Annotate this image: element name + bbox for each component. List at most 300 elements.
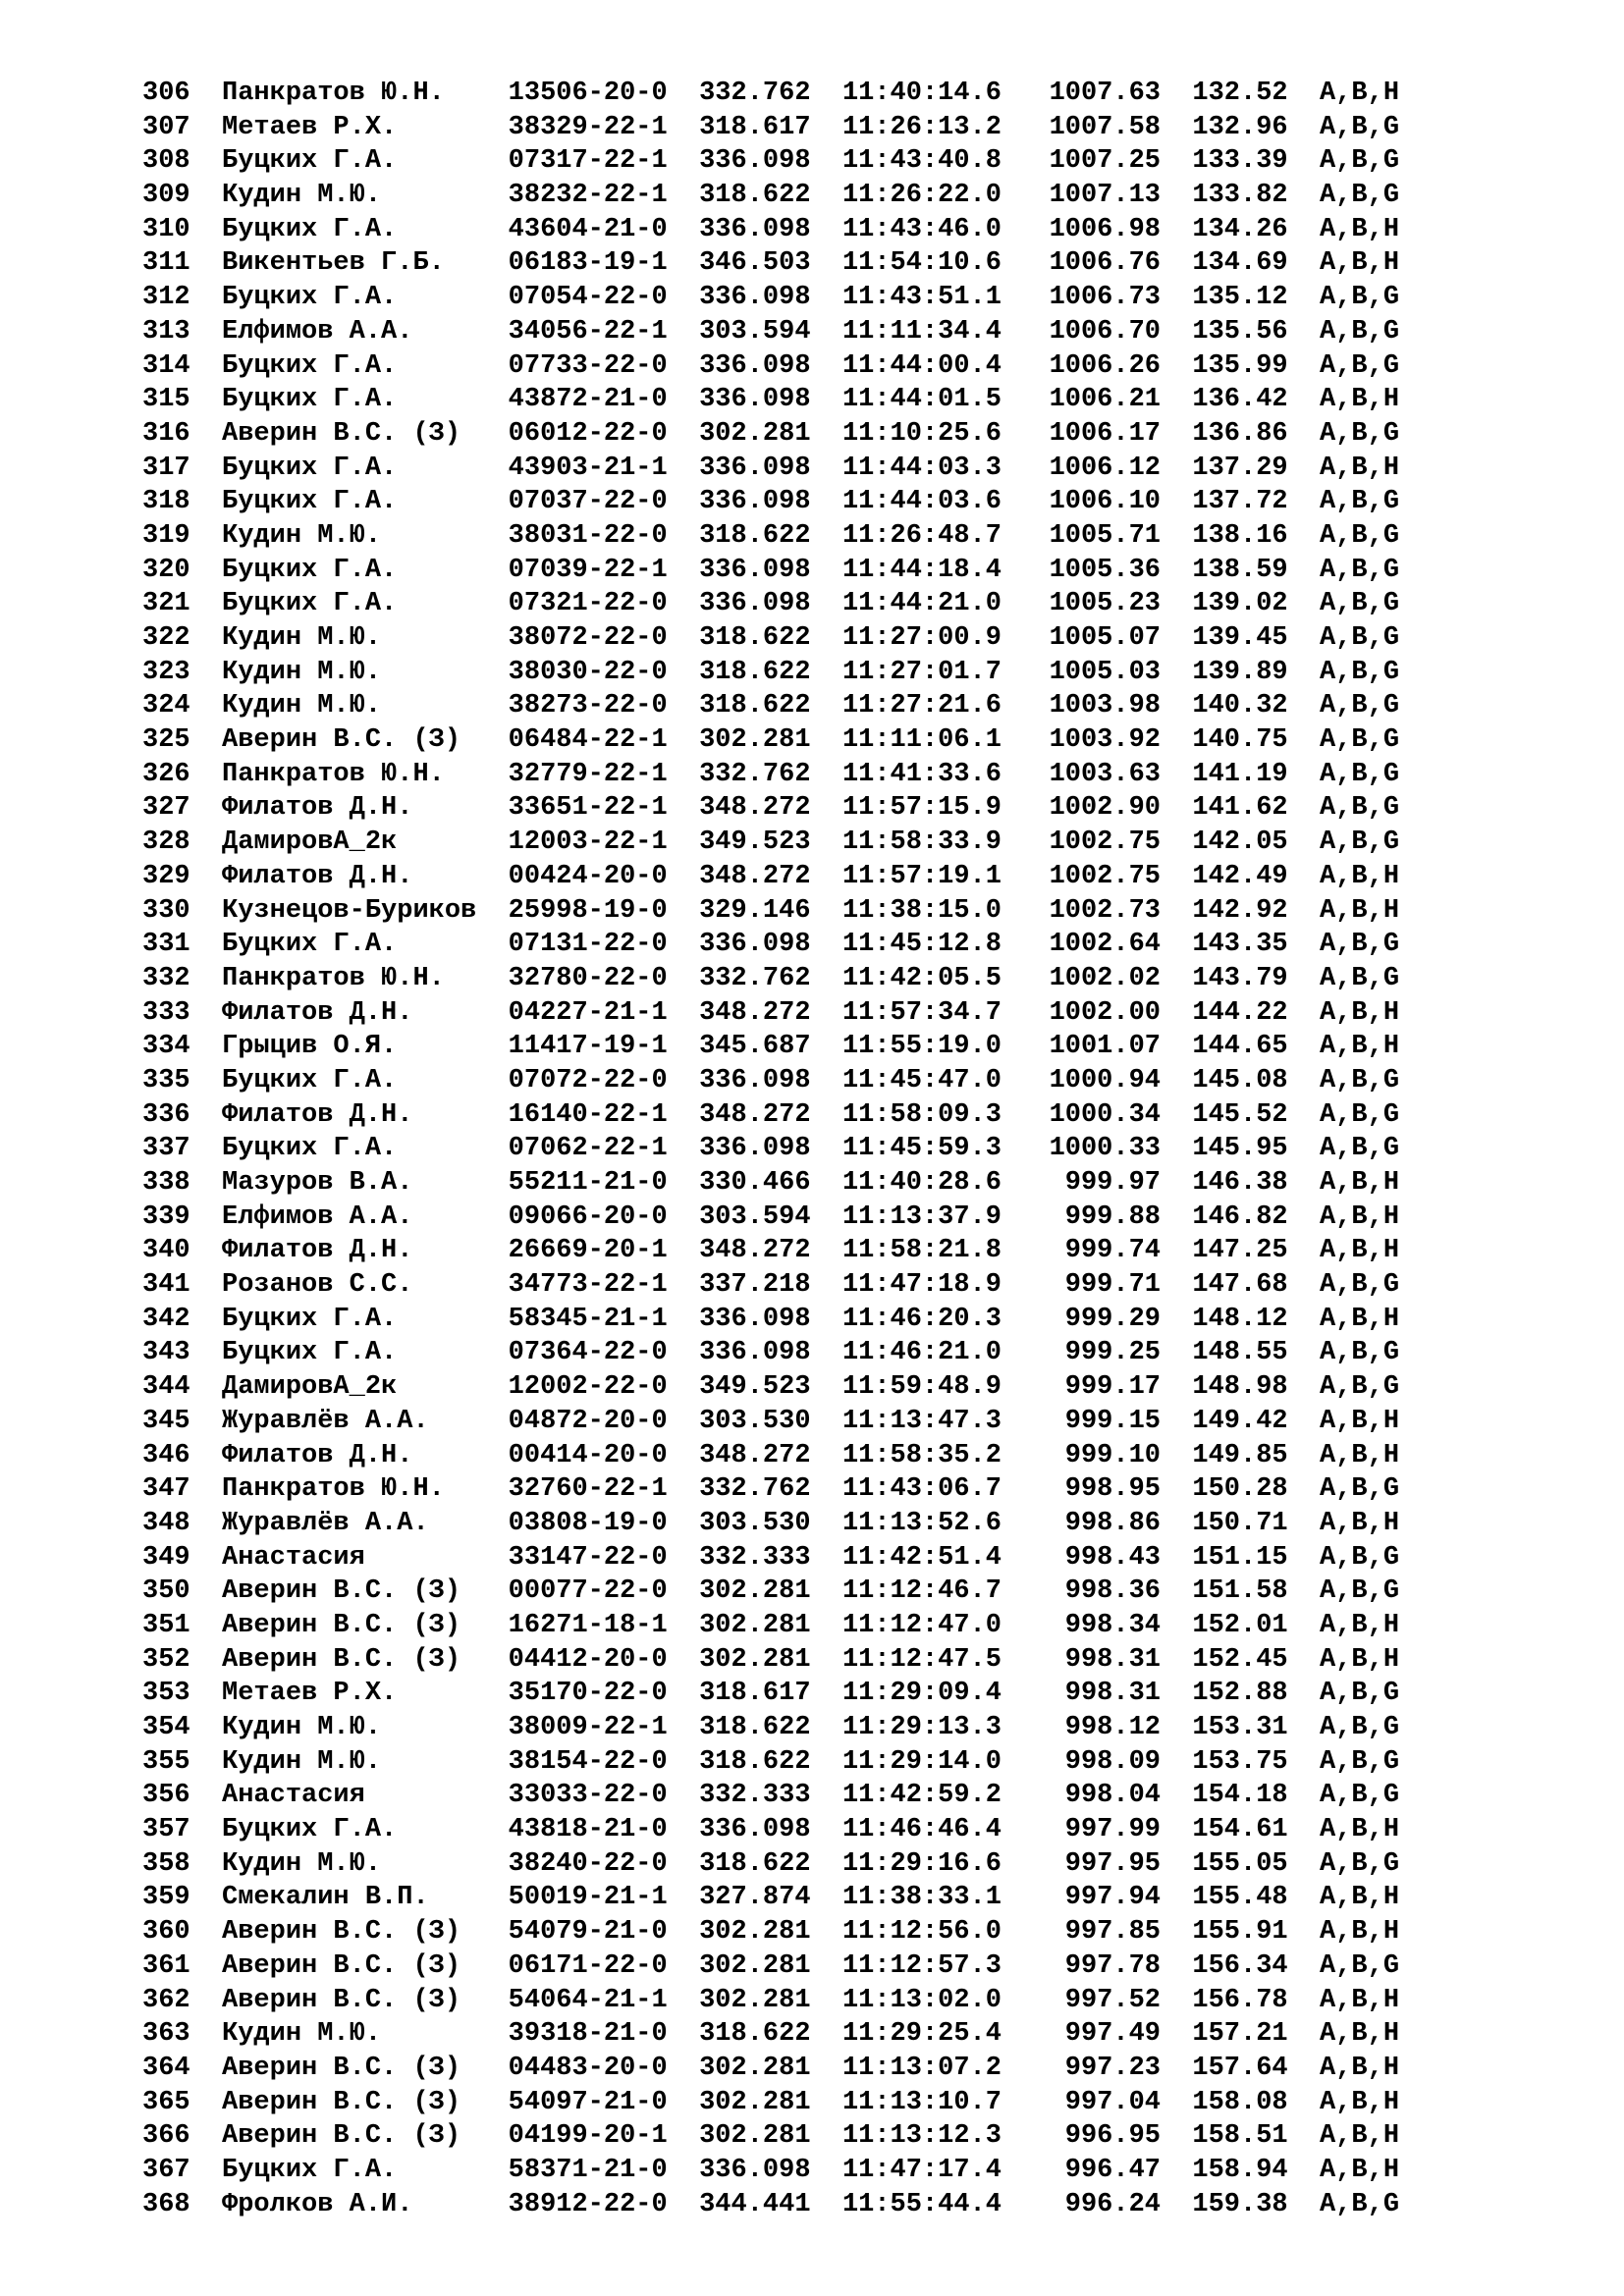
result-row: [142, 860, 1399, 894]
cell-speed: 1002.64: [1033, 930, 1161, 960]
cell-time: 11:42:59.2: [841, 1781, 1018, 1811]
result-row: [142, 1575, 1399, 1609]
cell-place: 327: [142, 793, 206, 824]
result-row: [142, 996, 1399, 1031]
cell-name: Панкратов Ю.Н.: [222, 79, 493, 108]
cell-points: 135.12: [1176, 283, 1288, 313]
cell-place: 344: [142, 1372, 206, 1403]
result-row: [142, 2188, 1399, 2222]
cell-name: Буцких Г.А.: [222, 2155, 493, 2185]
cell-name: Елфимов А.А.: [222, 316, 493, 347]
cell-points: 154.61: [1176, 1815, 1288, 1845]
cell-points: 137.29: [1176, 453, 1288, 483]
cell-place: 309: [142, 181, 206, 211]
cell-distance: 345.687: [699, 1032, 827, 1062]
result-row: [142, 1201, 1399, 1235]
cell-points: 144.65: [1176, 1032, 1288, 1062]
cell-speed: 997.85: [1033, 1917, 1161, 1948]
cell-time: 11:29:16.6: [841, 1848, 1018, 1879]
cell-ring: 34056-22-1: [508, 316, 683, 347]
cell-distance: 302.281: [699, 2053, 827, 2083]
cell-groups: A,B,G: [1303, 1372, 1400, 1403]
result-row: [142, 1507, 1399, 1541]
cell-speed: 1006.10: [1033, 487, 1161, 517]
cell-name: Филатов Д.Н.: [222, 1236, 493, 1266]
cell-speed: 997.78: [1033, 1950, 1161, 1981]
cell-ring: 07037-22-0: [508, 487, 683, 517]
cell-name: Мазуров В.А.: [222, 1168, 493, 1198]
cell-name: Панкратов Ю.Н.: [222, 963, 493, 993]
cell-distance: 336.098: [699, 453, 827, 483]
cell-speed: 999.17: [1033, 1372, 1161, 1403]
cell-place: 359: [142, 1883, 206, 1913]
cell-points: 145.08: [1176, 1065, 1288, 1095]
cell-ring: 32780-22-0: [508, 963, 683, 993]
cell-speed: 1007.63: [1033, 79, 1161, 108]
cell-groups: A,B,G: [1303, 1338, 1400, 1368]
result-row: [142, 179, 1399, 213]
cell-points: 148.55: [1176, 1338, 1288, 1368]
cell-distance: 336.098: [699, 214, 827, 244]
cell-distance: 336.098: [699, 1338, 827, 1368]
cell-groups: A,B,G: [1303, 2189, 1400, 2219]
cell-points: 149.85: [1176, 1440, 1288, 1470]
cell-speed: 1002.73: [1033, 895, 1161, 926]
cell-name: Буцких Г.А.: [222, 1065, 493, 1095]
cell-distance: 349.523: [699, 828, 827, 858]
cell-groups: A,B,H: [1303, 1406, 1400, 1436]
cell-speed: 998.31: [1033, 1644, 1161, 1675]
cell-groups: A,B,H: [1303, 1168, 1400, 1198]
cell-points: 139.45: [1176, 623, 1288, 653]
cell-distance: 336.098: [699, 385, 827, 415]
cell-ring: 12002-22-0: [508, 1372, 683, 1403]
cell-ring: 38232-22-1: [508, 181, 683, 211]
cell-groups: A,B,G: [1303, 1576, 1400, 1607]
cell-groups: A,B,H: [1303, 895, 1400, 926]
result-row: [142, 1541, 1399, 1575]
cell-place: 346: [142, 1440, 206, 1470]
cell-groups: A,B,H: [1303, 2121, 1400, 2152]
cell-name: ДамировА_2к: [222, 828, 493, 858]
cell-name: Панкратов Ю.Н.: [222, 759, 493, 789]
cell-distance: 336.098: [699, 350, 827, 381]
cell-ring: 38009-22-1: [508, 1713, 683, 1742]
cell-points: 136.42: [1176, 385, 1288, 415]
cell-place: 316: [142, 418, 206, 449]
cell-speed: 1000.94: [1033, 1065, 1161, 1095]
result-row: [142, 554, 1399, 588]
cell-place: 342: [142, 1304, 206, 1334]
cell-place: 335: [142, 1065, 206, 1095]
cell-speed: 998.36: [1033, 1576, 1161, 1607]
cell-place: 354: [142, 1713, 206, 1742]
cell-points: 151.15: [1176, 1542, 1288, 1573]
cell-name: Буцких Г.А.: [222, 350, 493, 381]
cell-name: Аверин В.С. (З): [222, 418, 493, 449]
cell-speed: 1002.75: [1033, 828, 1161, 858]
cell-name: Филатов Д.Н.: [222, 1440, 493, 1470]
cell-groups: A,B,H: [1303, 2155, 1400, 2185]
cell-time: 11:40:28.6: [841, 1168, 1018, 1198]
cell-distance: 318.622: [699, 181, 827, 211]
cell-name: ДамировА_2к: [222, 1372, 493, 1403]
cell-groups: A,B,G: [1303, 1781, 1400, 1811]
result-row: [142, 2119, 1399, 2154]
cell-name: Аверин В.С. (З): [222, 725, 493, 756]
cell-points: 159.38: [1176, 2189, 1288, 2219]
result-row: [142, 1881, 1399, 1915]
result-row: [142, 791, 1399, 826]
cell-ring: 50019-21-1: [508, 1883, 683, 1913]
cell-ring: 38912-22-0: [508, 2189, 683, 2219]
cell-distance: 336.098: [699, 146, 827, 177]
cell-ring: 06171-22-0: [508, 1950, 683, 1981]
cell-groups: A,B,G: [1303, 181, 1400, 211]
cell-place: 347: [142, 1474, 206, 1505]
cell-groups: A,B,G: [1303, 1848, 1400, 1879]
result-row: [142, 1677, 1399, 1711]
result-row: [142, 894, 1399, 929]
cell-place: 320: [142, 555, 206, 585]
cell-speed: 997.95: [1033, 1848, 1161, 1879]
cell-ring: 38273-22-0: [508, 691, 683, 721]
cell-groups: A,B,H: [1303, 1236, 1400, 1266]
cell-distance: 302.281: [699, 2087, 827, 2117]
cell-distance: 302.281: [699, 2121, 827, 2152]
cell-points: 156.78: [1176, 1985, 1288, 2015]
cell-distance: 332.762: [699, 759, 827, 789]
cell-name: Кудин М.Ю.: [222, 623, 493, 653]
cell-place: 358: [142, 1848, 206, 1879]
cell-speed: 996.95: [1033, 2121, 1161, 2152]
cell-distance: 329.146: [699, 895, 827, 926]
cell-name: Метаев Р.Х.: [222, 1679, 493, 1709]
cell-groups: A,B,H: [1303, 385, 1400, 415]
cell-distance: 348.272: [699, 1236, 827, 1266]
result-row: [142, 1779, 1399, 1813]
cell-time: 11:57:34.7: [841, 997, 1018, 1028]
cell-time: 11:44:00.4: [841, 350, 1018, 381]
result-row: [142, 1234, 1399, 1268]
cell-name: Викентьев Г.Б.: [222, 248, 493, 279]
result-row: [142, 1847, 1399, 1882]
cell-speed: 998.31: [1033, 1679, 1161, 1709]
cell-groups: A,B,G: [1303, 828, 1400, 858]
cell-points: 146.82: [1176, 1201, 1288, 1232]
cell-time: 11:41:33.6: [841, 759, 1018, 789]
cell-place: 338: [142, 1168, 206, 1198]
cell-speed: 998.95: [1033, 1474, 1161, 1505]
cell-distance: 336.098: [699, 283, 827, 313]
cell-name: Буцких Г.А.: [222, 589, 493, 619]
cell-ring: 54079-21-0: [508, 1917, 683, 1948]
cell-name: Буцких Г.А.: [222, 1304, 493, 1334]
cell-points: 134.26: [1176, 214, 1288, 244]
cell-name: Смекалин В.П.: [222, 1883, 493, 1913]
result-row: [142, 1439, 1399, 1473]
cell-time: 11:11:06.1: [841, 725, 1018, 756]
result-row: [142, 928, 1399, 962]
cell-distance: 346.503: [699, 248, 827, 279]
cell-groups: A,B,H: [1303, 1032, 1400, 1062]
cell-distance: 336.098: [699, 589, 827, 619]
result-row: [142, 2052, 1399, 2086]
cell-speed: 1002.75: [1033, 861, 1161, 891]
cell-groups: A,B,H: [1303, 2087, 1400, 2117]
cell-time: 11:29:09.4: [841, 1679, 1018, 1709]
cell-speed: 999.97: [1033, 1168, 1161, 1198]
cell-name: Буцких Г.А.: [222, 1815, 493, 1845]
cell-name: Буцких Г.А.: [222, 1338, 493, 1368]
cell-speed: 999.74: [1033, 1236, 1161, 1266]
cell-speed: 1000.33: [1033, 1134, 1161, 1164]
cell-points: 157.64: [1176, 2053, 1288, 2083]
cell-distance: 302.281: [699, 1985, 827, 2015]
cell-groups: A,B,H: [1303, 2019, 1400, 2050]
cell-ring: 38072-22-0: [508, 623, 683, 653]
cell-ring: 07131-22-0: [508, 930, 683, 960]
cell-ring: 25998-19-0: [508, 895, 683, 926]
cell-time: 11:13:02.0: [841, 1985, 1018, 2015]
cell-groups: A,B,G: [1303, 283, 1400, 313]
cell-name: Аверин В.С. (З): [222, 2121, 493, 2152]
cell-ring: 38030-22-0: [508, 657, 683, 687]
cell-points: 144.22: [1176, 997, 1288, 1028]
cell-groups: A,B,H: [1303, 1644, 1400, 1675]
result-row: [142, 1303, 1399, 1337]
cell-groups: A,B,G: [1303, 963, 1400, 993]
cell-speed: 1002.02: [1033, 963, 1161, 993]
cell-name: Кудин М.Ю.: [222, 520, 493, 551]
cell-points: 153.75: [1176, 1746, 1288, 1777]
cell-time: 11:46:20.3: [841, 1304, 1018, 1334]
cell-time: 11:46:46.4: [841, 1815, 1018, 1845]
cell-time: 11:26:22.0: [841, 181, 1018, 211]
cell-ring: 33033-22-0: [508, 1781, 683, 1811]
cell-speed: 1005.03: [1033, 657, 1161, 687]
cell-name: Кудин М.Ю.: [222, 2019, 493, 2050]
result-row: [142, 1915, 1399, 1949]
cell-points: 137.72: [1176, 487, 1288, 517]
cell-ring: 04872-20-0: [508, 1406, 683, 1436]
cell-points: 155.48: [1176, 1883, 1288, 1913]
result-row: [142, 383, 1399, 417]
cell-speed: 1005.23: [1033, 589, 1161, 619]
cell-speed: 999.29: [1033, 1304, 1161, 1334]
cell-place: 324: [142, 691, 206, 721]
result-row: [142, 519, 1399, 554]
result-row: [142, 656, 1399, 690]
cell-place: 321: [142, 589, 206, 619]
cell-ring: 43903-21-1: [508, 453, 683, 483]
cell-ring: 00424-20-0: [508, 861, 683, 891]
cell-name: Панкратов Ю.Н.: [222, 1474, 493, 1505]
cell-distance: 348.272: [699, 997, 827, 1028]
cell-speed: 1006.73: [1033, 283, 1161, 313]
cell-ring: 55211-21-0: [508, 1168, 683, 1198]
cell-name: Филатов Д.Н.: [222, 997, 493, 1028]
cell-time: 11:13:37.9: [841, 1201, 1018, 1232]
result-row: [142, 826, 1399, 860]
cell-speed: 1006.98: [1033, 214, 1161, 244]
cell-name: Кудин М.Ю.: [222, 691, 493, 721]
cell-groups: A,B,G: [1303, 146, 1400, 177]
cell-speed: 1000.34: [1033, 1099, 1161, 1130]
cell-time: 11:13:12.3: [841, 2121, 1018, 2152]
cell-place: 360: [142, 1917, 206, 1948]
cell-speed: 997.49: [1033, 2019, 1161, 2050]
cell-place: 340: [142, 1236, 206, 1266]
cell-name: Журавлёв А.А.: [222, 1406, 493, 1436]
cell-groups: A,B,H: [1303, 1201, 1400, 1232]
cell-name: Аверин В.С. (З): [222, 1917, 493, 1948]
cell-time: 11:38:33.1: [841, 1883, 1018, 1913]
cell-groups: A,B,H: [1303, 214, 1400, 244]
cell-ring: 07364-22-0: [508, 1338, 683, 1368]
cell-speed: 1002.00: [1033, 997, 1161, 1028]
cell-points: 143.79: [1176, 963, 1288, 993]
result-row: [142, 1370, 1399, 1405]
cell-distance: 332.762: [699, 79, 827, 108]
cell-name: Буцких Г.А.: [222, 487, 493, 517]
cell-groups: A,B,G: [1303, 657, 1400, 687]
cell-speed: 997.99: [1033, 1815, 1161, 1845]
cell-time: 11:44:18.4: [841, 555, 1018, 585]
cell-name: Фролков А.И.: [222, 2189, 493, 2219]
cell-points: 133.39: [1176, 146, 1288, 177]
cell-time: 11:44:01.5: [841, 385, 1018, 415]
cell-place: 362: [142, 1985, 206, 2015]
cell-points: 145.95: [1176, 1134, 1288, 1164]
cell-place: 315: [142, 385, 206, 415]
cell-ring: 58345-21-1: [508, 1304, 683, 1334]
result-row: [142, 1030, 1399, 1064]
cell-points: 153.31: [1176, 1713, 1288, 1742]
cell-points: 141.62: [1176, 793, 1288, 824]
cell-distance: 336.098: [699, 1304, 827, 1334]
cell-time: 11:12:47.5: [841, 1644, 1018, 1675]
result-row: [142, 452, 1399, 486]
cell-name: Буцких Г.А.: [222, 1134, 493, 1164]
cell-name: Анастасия: [222, 1542, 493, 1573]
cell-distance: 318.617: [699, 1679, 827, 1709]
cell-place: 310: [142, 214, 206, 244]
cell-distance: 318.622: [699, 520, 827, 551]
cell-points: 132.96: [1176, 112, 1288, 142]
cell-ring: 38154-22-0: [508, 1746, 683, 1777]
cell-time: 11:42:51.4: [841, 1542, 1018, 1573]
cell-place: 352: [142, 1644, 206, 1675]
cell-speed: 998.86: [1033, 1508, 1161, 1538]
cell-groups: A,B,H: [1303, 1304, 1400, 1334]
cell-name: Розанов С.С.: [222, 1270, 493, 1301]
cell-name: Кузнецов-Буриков: [222, 895, 493, 926]
cell-ring: 07039-22-1: [508, 555, 683, 585]
cell-time: 11:44:21.0: [841, 589, 1018, 619]
cell-points: 157.21: [1176, 2019, 1288, 2050]
cell-speed: 1003.92: [1033, 725, 1161, 756]
cell-points: 158.94: [1176, 2155, 1288, 2185]
cell-time: 11:44:03.6: [841, 487, 1018, 517]
cell-distance: 303.594: [699, 316, 827, 347]
cell-points: 152.01: [1176, 1610, 1288, 1640]
cell-groups: A,B,G: [1303, 487, 1400, 517]
cell-groups: A,B,G: [1303, 1134, 1400, 1164]
cell-points: 141.19: [1176, 759, 1288, 789]
cell-name: Буцких Г.А.: [222, 214, 493, 244]
cell-place: 323: [142, 657, 206, 687]
cell-groups: A,B,H: [1303, 997, 1400, 1028]
cell-distance: 318.622: [699, 1848, 827, 1879]
cell-distance: 303.594: [699, 1201, 827, 1232]
cell-points: 145.52: [1176, 1099, 1288, 1130]
cell-place: 311: [142, 248, 206, 279]
result-row: [142, 621, 1399, 656]
cell-time: 11:46:21.0: [841, 1338, 1018, 1368]
cell-points: 134.69: [1176, 248, 1288, 279]
cell-time: 11:59:48.9: [841, 1372, 1018, 1403]
cell-speed: 1006.76: [1033, 248, 1161, 279]
cell-name: Журавлёв А.А.: [222, 1508, 493, 1538]
cell-groups: A,B,G: [1303, 691, 1400, 721]
cell-groups: A,B,G: [1303, 1679, 1400, 1709]
cell-place: 351: [142, 1610, 206, 1640]
cell-ring: 06012-22-0: [508, 418, 683, 449]
cell-points: 135.56: [1176, 316, 1288, 347]
cell-time: 11:45:47.0: [841, 1065, 1018, 1095]
result-row: [142, 1405, 1399, 1439]
cell-ring: 58371-21-0: [508, 2155, 683, 2185]
cell-distance: 336.098: [699, 487, 827, 517]
cell-speed: 999.10: [1033, 1440, 1161, 1470]
cell-distance: 344.441: [699, 2189, 827, 2219]
cell-time: 11:58:09.3: [841, 1099, 1018, 1130]
cell-time: 11:11:34.4: [841, 316, 1018, 347]
cell-time: 11:43:40.8: [841, 146, 1018, 177]
cell-groups: A,B,G: [1303, 759, 1400, 789]
cell-name: Кудин М.Ю.: [222, 1713, 493, 1742]
cell-place: 334: [142, 1032, 206, 1062]
cell-time: 11:55:19.0: [841, 1032, 1018, 1062]
cell-distance: 337.218: [699, 1270, 827, 1301]
cell-speed: 998.12: [1033, 1713, 1161, 1742]
cell-place: 312: [142, 283, 206, 313]
cell-name: Буцких Г.А.: [222, 385, 493, 415]
cell-groups: A,B,G: [1303, 112, 1400, 142]
cell-distance: 318.622: [699, 1746, 827, 1777]
cell-groups: A,B,H: [1303, 1917, 1400, 1948]
cell-name: Филатов Д.Н.: [222, 793, 493, 824]
cell-speed: 1006.26: [1033, 350, 1161, 381]
cell-groups: A,B,H: [1303, 861, 1400, 891]
cell-points: 140.75: [1176, 725, 1288, 756]
cell-ring: 43872-21-0: [508, 385, 683, 415]
cell-groups: A,B,G: [1303, 350, 1400, 381]
cell-speed: 998.34: [1033, 1610, 1161, 1640]
cell-speed: 997.94: [1033, 1883, 1161, 1913]
cell-points: 152.45: [1176, 1644, 1288, 1675]
cell-speed: 1007.58: [1033, 112, 1161, 142]
result-row: [142, 1609, 1399, 1643]
cell-name: Анастасия: [222, 1781, 493, 1811]
cell-name: Буцких Г.А.: [222, 283, 493, 313]
cell-points: 140.32: [1176, 691, 1288, 721]
cell-place: 357: [142, 1815, 206, 1845]
cell-name: Грыцив О.Я.: [222, 1032, 493, 1062]
cell-ring: 43818-21-0: [508, 1815, 683, 1845]
cell-speed: 997.52: [1033, 1985, 1161, 2015]
